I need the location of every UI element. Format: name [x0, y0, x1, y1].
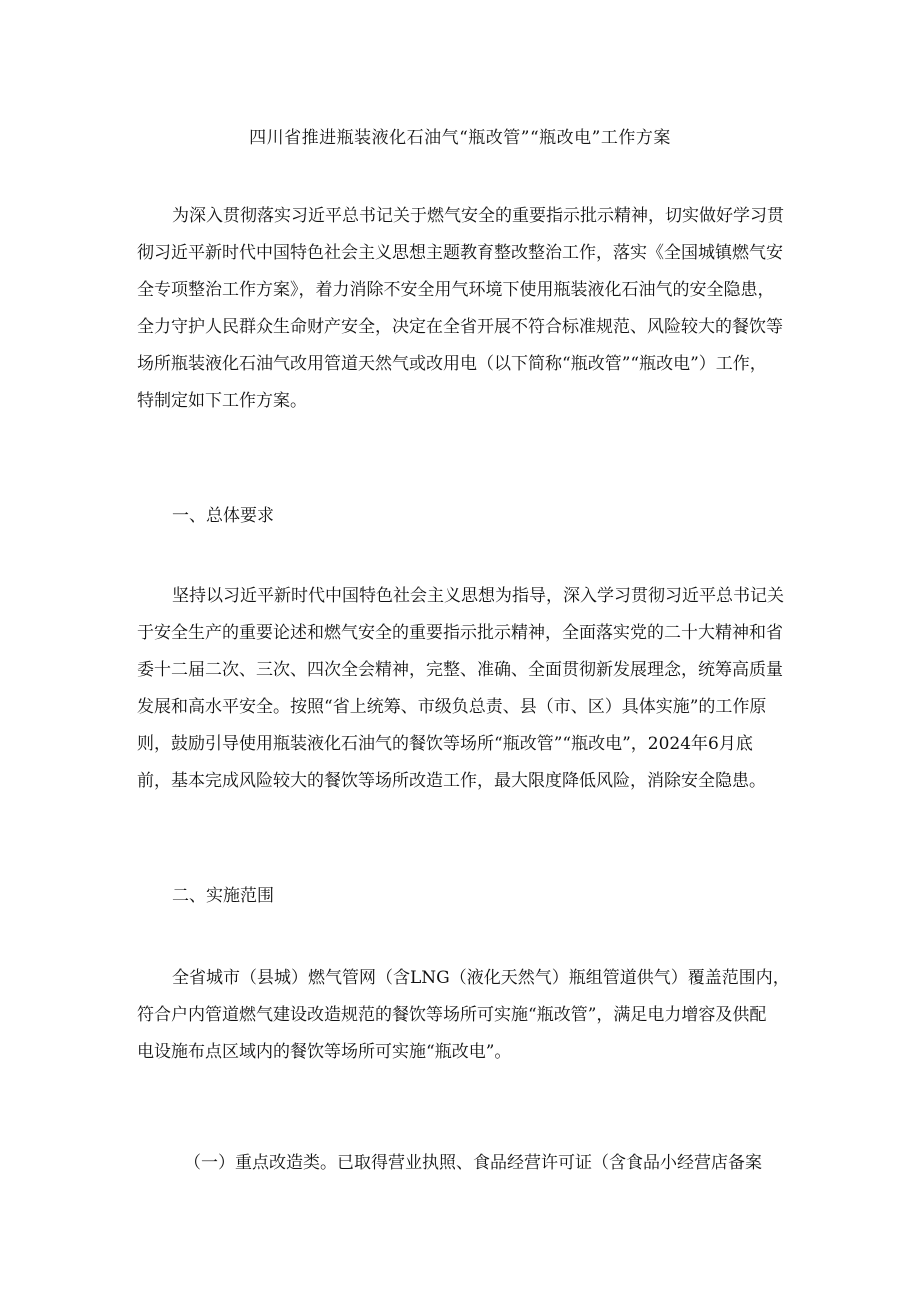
- text-line: 于安全生产的重要论述和燃气安全的重要指示批示精神，全面落实党的二十大精神和省: [137, 623, 783, 643]
- text-line: 全省城市（县城）燃气管网（含LNG（液化天然气）瓶组管道供气）覆盖范围内，: [172, 968, 790, 988]
- section-heading: 一、总体要求: [172, 506, 274, 526]
- text-line: 前，基本完成风险较大的餐饮等场所改造工作，最大限度降低风险，消除安全隐患。: [137, 771, 766, 791]
- text-line: [137, 420, 797, 457]
- subsection1-paragraph: [137, 1145, 797, 1182]
- section2-heading-block: [137, 878, 797, 915]
- section2-paragraph: [137, 960, 797, 1071]
- text-line: 则，鼓励引导使用瓶装液化石油气的餐饮等场所“瓶改管”“瓶改电”，2024年6月底: [137, 734, 753, 754]
- text-line: 电设施布点区域内的餐饮等场所可实施“瓶改电”。: [137, 1042, 512, 1062]
- section1-heading-block: [137, 498, 797, 535]
- text-line: 符合户内管道燃气建设改造规范的餐饮等场所可实施“瓶改管”，满足电力增容及供配: [137, 1005, 767, 1025]
- document-title: 四川省推进瓶装液化石油气“瓶改管”“瓶改电”工作方案: [249, 128, 671, 148]
- section1-paragraph: [137, 578, 797, 800]
- text-line: 彻习近平新时代中国特色社会主义思想主题教育整改整治工作，落实《全国城镇燃气安: [137, 243, 783, 263]
- text-line: （一）重点改造类。已取得营业执照、食品经营许可证（含食品小经营店备案: [184, 1153, 762, 1173]
- text-line: 发展和高水平安全。按照“省上统筹、市级负总责、县（市、区）具体实施”的工作原: [137, 697, 767, 717]
- text-line: 委十二届二次、三次、四次全会精神，完整、准确、全面贯彻新发展理念，统筹高质量: [137, 660, 783, 680]
- section-heading: 二、实施范围: [172, 886, 274, 906]
- text-line: 全力守护人民群众生命财产安全，决定在全省开展不符合标准规范、风险较大的餐饮等: [137, 317, 783, 337]
- text-line: 为深入贯彻落实习近平总书记关于燃气安全的重要指示批示精神，切实做好学习贯: [172, 206, 784, 226]
- text-line: 坚持以习近平新时代中国特色社会主义思想为指导，深入学习贯彻习近平总书记关: [172, 586, 784, 606]
- text-line: 全专项整治工作方案》，着力消除不安全用气环境下使用瓶装液化石油气的安全隐患，: [137, 280, 775, 300]
- intro-paragraph: [137, 198, 797, 457]
- text-line: 特制定如下工作方案。: [137, 391, 307, 411]
- text-line: 场所瓶装液化石油气改用管道天然气或改用电（以下简称“瓶改管”“瓶改电”）工作，: [137, 354, 767, 374]
